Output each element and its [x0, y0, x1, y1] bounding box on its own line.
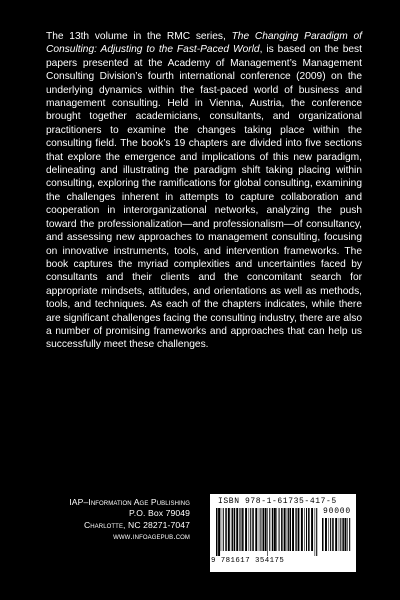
barcode-bar [216, 508, 218, 556]
barcode-bar [284, 508, 286, 551]
publisher-website[interactable]: www.infoagepub.com [113, 531, 190, 542]
barcode-bar [239, 508, 240, 551]
book-title: The Changing Paradigm of Consulting: Adjusting to the Fast-Paced World [46, 31, 362, 56]
barcode-bar [311, 508, 313, 551]
barcode-bar [316, 508, 317, 556]
barcode-bar [259, 508, 260, 551]
description-body: , is based on the best papers presented at the Academy of Management’s Management Consulting Division’s fourth international conference (2009) on the underlying dynamics within the fast-paced world of business and management consulting. Held in Vienna, Austria, the conference brought together academicians, consultants, and organizational practitioners to examine the changes taking place within the consulting field. The book’s 19 chapters are divided into five sections that explore the emergence and implications of this new paradigm, delineating and illustrating the paradigm shift taking placing within consulting, exploring the ramifications for global consulting, examining the challenges inherent in attempts to capture collaboration and cooperation in interorganizational networks, analyzing the push toward the professionalization—and professionalism—of consultancy, and assessing new approaches to management consulting, focusing on innovative instruments, tools, and intervention frameworks. The book captures the myriad complexities and uncertainties faced by consultants and their clients and the concomitant search for appropriate mindsets, attitudes, and orientations as well as methods, tools, and techniques. As each of the chapters indicates, while there are significant challenges facing the consulting industry, there are also a number of promising frameworks and approaches that can help us successfully meet these challenges. [46, 44, 362, 351]
barcode-bar [304, 508, 305, 551]
publisher-po-box: P.O. Box 79049 [129, 508, 190, 519]
barcode-bar [276, 508, 277, 551]
barcode-bar [345, 518, 347, 551]
barcode-bar [330, 518, 331, 551]
barcode-bar [340, 518, 341, 551]
barcode-bar [301, 508, 303, 551]
barcode-bar [242, 508, 244, 551]
back-cover-description [46, 30, 362, 352]
barcode-bar [252, 508, 254, 551]
barcode-bar [279, 508, 280, 551]
barcode-bar [308, 508, 310, 551]
barcode-bar [236, 508, 238, 551]
price-code: 90000 [323, 507, 352, 516]
description-paragraph [46, 30, 362, 352]
barcode-bar [250, 508, 251, 551]
barcode-bar [288, 508, 289, 551]
barcode-bar [267, 508, 268, 556]
publisher-info [66, 497, 190, 543]
barcode-bar [328, 518, 329, 551]
barcode-bar [322, 518, 324, 551]
barcode-bar [339, 518, 340, 551]
barcode-bar [255, 508, 257, 551]
publisher-city: Charlotte, NC 28271-7047 [83, 519, 190, 530]
barcode-bar [272, 508, 274, 551]
ean-barcode-bars [216, 508, 318, 556]
barcode-bar [265, 508, 267, 551]
barcode-bar [315, 508, 316, 556]
addon-barcode-bars [322, 518, 352, 556]
barcode-bar [332, 518, 334, 551]
barcode-bar [292, 508, 294, 551]
barcode-bar [281, 508, 283, 551]
description-intro: The 13th volume in the RMC series, [46, 31, 232, 42]
barcode-bar [347, 518, 348, 551]
barcode-bar [223, 508, 224, 551]
barcode-bar [260, 508, 261, 551]
barcode-bar [245, 508, 247, 551]
barcode-bar [232, 508, 233, 551]
barcode-bar [325, 518, 327, 551]
barcode-bar [228, 508, 230, 551]
barcode-bar [335, 518, 337, 551]
barcode-bar [349, 518, 350, 551]
barcode-bar [218, 508, 220, 556]
barcode-bar [263, 508, 265, 551]
barcode-bar [240, 508, 241, 551]
barcode-bar [221, 508, 222, 551]
barcode-bar [234, 508, 236, 551]
barcode-bar [249, 508, 250, 551]
ean-digits: 9 781617 354175 [211, 557, 285, 565]
barcode-bar [231, 508, 232, 551]
barcode-bar [295, 508, 296, 551]
barcode-bar [225, 508, 227, 551]
barcode-bar [274, 508, 276, 551]
isbn-text: ISBN 978-1-61735-417-5 [218, 497, 337, 506]
barcode-bar [269, 508, 270, 551]
barcode-bar [290, 508, 292, 551]
barcode-bar [296, 508, 297, 551]
isbn-barcode-panel [210, 494, 356, 572]
barcode-bar [342, 518, 344, 551]
barcode-bar [298, 508, 300, 551]
barcode-bar [287, 508, 288, 551]
publisher-name: IAP–Information Age Publishing [69, 497, 190, 507]
barcode-bar [306, 508, 307, 551]
